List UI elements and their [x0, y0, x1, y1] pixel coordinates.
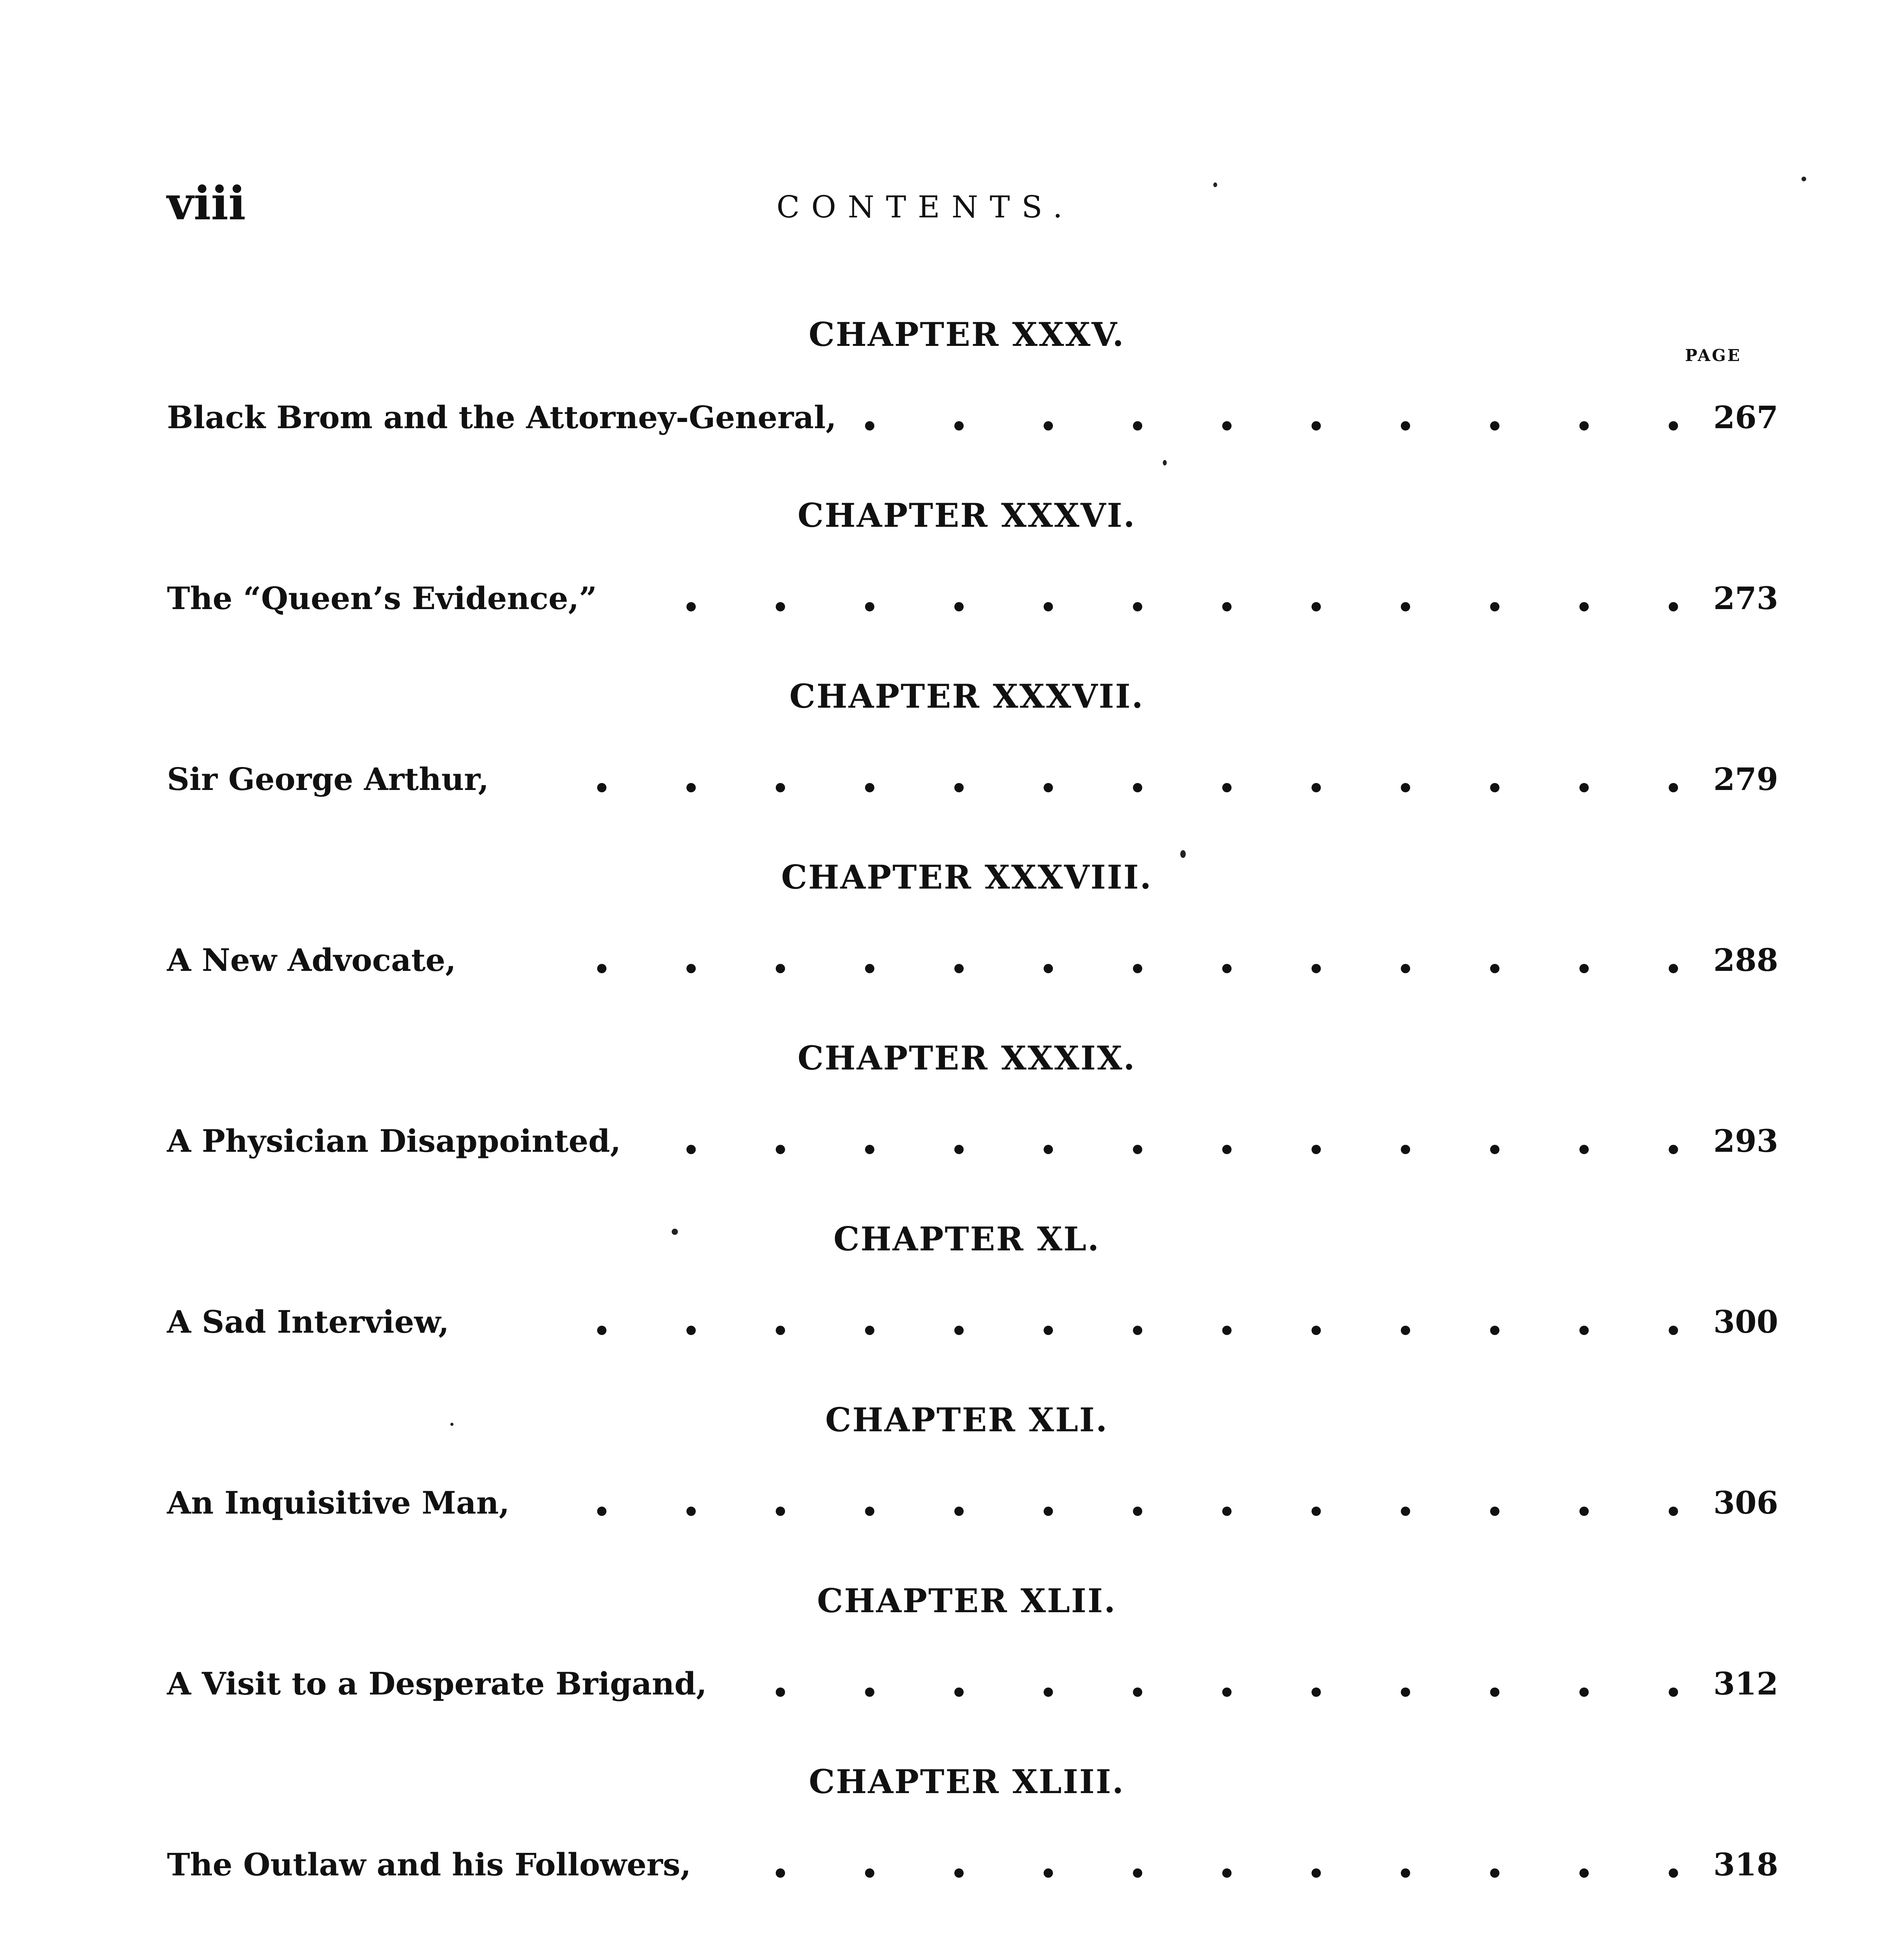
- chapter-heading: CHAPTER XXXV.: [808, 315, 1125, 354]
- leader-dot: [1401, 783, 1410, 792]
- leader-dot: [1044, 1326, 1053, 1335]
- leader-dot: [776, 1145, 785, 1154]
- leader-dot: [1312, 1326, 1321, 1335]
- leader-dot: [1222, 1868, 1232, 1878]
- dot-leaders: [644, 1125, 1703, 1156]
- entry-page-number: 288: [1713, 942, 1778, 978]
- chapter-heading: CHAPTER XXXVII.: [789, 677, 1144, 715]
- leader-dot: [1401, 602, 1410, 611]
- leader-dot: [1133, 421, 1142, 431]
- leader-dot: [1669, 1145, 1678, 1154]
- print-speck: [1180, 850, 1186, 858]
- leader-dot: [1490, 1507, 1499, 1516]
- leader-dot: [1579, 1688, 1589, 1697]
- leader-dot: [597, 783, 606, 792]
- leader-dot: [776, 1868, 785, 1878]
- leader-dot: [1312, 421, 1321, 431]
- leader-dot: [1044, 1688, 1053, 1697]
- leader-dot: [1044, 1868, 1053, 1878]
- leader-dot: [1579, 602, 1589, 611]
- dot-leaders: [620, 583, 1703, 614]
- leader-dot: [1579, 1326, 1589, 1335]
- leader-dot: [1133, 1326, 1142, 1335]
- leader-dot: [954, 783, 964, 792]
- leader-dot: [1222, 1688, 1232, 1697]
- leader-dot: [1133, 1507, 1142, 1516]
- entry-page-number: 300: [1713, 1304, 1778, 1340]
- leader-dot: [1669, 1688, 1678, 1697]
- leader-dot: [1490, 421, 1499, 431]
- dot-leaders: [473, 1306, 1703, 1337]
- leader-dot: [776, 1688, 785, 1697]
- leader-dot: [686, 964, 696, 973]
- leader-dot: [1669, 1326, 1678, 1335]
- print-speck: [1802, 177, 1806, 181]
- leader-dot: [1312, 602, 1321, 611]
- leader-dot: [1490, 783, 1499, 792]
- leader-dot: [1579, 421, 1589, 431]
- entry-title: A Sad Interview,: [167, 1304, 449, 1340]
- print-speck: [450, 1423, 453, 1426]
- leader-dot: [1490, 602, 1499, 611]
- leader-dot: [686, 783, 696, 792]
- dot-leaders: [714, 1849, 1703, 1880]
- leader-dot: [954, 1688, 964, 1697]
- chapter-heading: CHAPTER XLI.: [825, 1401, 1108, 1439]
- leader-dot: [1490, 1868, 1499, 1878]
- leader-dot: [1490, 1326, 1499, 1335]
- leader-dot: [1133, 1688, 1142, 1697]
- leader-dot: [597, 1326, 606, 1335]
- entry-page-number: 267: [1713, 399, 1778, 436]
- leader-dot: [1222, 1326, 1232, 1335]
- dot-leaders: [533, 1487, 1703, 1518]
- leader-dot: [954, 1326, 964, 1335]
- leader-dot: [865, 1507, 874, 1516]
- print-speck: [1163, 460, 1167, 465]
- leader-dot: [1669, 1507, 1678, 1516]
- leader-dot: [1669, 602, 1678, 611]
- chapter-heading: CHAPTER XL.: [833, 1220, 1100, 1258]
- entry-page-number: 293: [1713, 1123, 1778, 1159]
- leader-dot: [1133, 964, 1142, 973]
- entry-page-number: 279: [1713, 761, 1778, 797]
- leader-dot: [1133, 602, 1142, 611]
- leader-dot: [1312, 1688, 1321, 1697]
- leader-dot: [1133, 1145, 1142, 1154]
- leader-dot: [1222, 602, 1232, 611]
- leader-dot: [776, 964, 785, 973]
- leader-dot: [776, 783, 785, 792]
- leader-dot: [1579, 964, 1589, 973]
- leader-dot: [1401, 964, 1410, 973]
- leader-dot: [1579, 1145, 1589, 1154]
- leader-dot: [865, 602, 874, 611]
- entry-title: The “Queen’s Evidence,”: [167, 580, 597, 616]
- leader-dot: [1044, 421, 1053, 431]
- print-speck: [672, 1229, 678, 1235]
- leader-dot: [776, 1326, 785, 1335]
- leader-dot: [597, 964, 606, 973]
- leader-dot: [1401, 1507, 1410, 1516]
- leader-dot: [686, 602, 696, 611]
- leader-dot: [865, 1688, 874, 1697]
- leader-dot: [954, 1868, 964, 1878]
- leader-dot: [1133, 783, 1142, 792]
- leader-dot: [1669, 1868, 1678, 1878]
- leader-dot: [954, 964, 964, 973]
- dot-leaders: [479, 944, 1703, 976]
- chapter-heading: CHAPTER XXXVI.: [797, 496, 1136, 535]
- leader-dot: [1401, 1868, 1410, 1878]
- leader-dot: [1044, 783, 1053, 792]
- leader-dot: [1401, 1326, 1410, 1335]
- leader-dot: [1401, 421, 1410, 431]
- leader-dot: [1044, 1145, 1053, 1154]
- leader-dot: [954, 602, 964, 611]
- leader-dot: [1490, 1145, 1499, 1154]
- chapter-heading: CHAPTER XLIII.: [809, 1762, 1125, 1801]
- leader-dot: [776, 602, 785, 611]
- leader-dot: [1222, 1507, 1232, 1516]
- leader-dot: [1669, 421, 1678, 431]
- leader-dot: [686, 1507, 696, 1516]
- leader-dot: [1401, 1145, 1410, 1154]
- entry-page-number: 273: [1713, 580, 1778, 616]
- entry-title: A Visit to a Desperate Brigand,: [167, 1665, 707, 1702]
- leader-dot: [865, 783, 874, 792]
- leader-dot: [1579, 783, 1589, 792]
- leader-dot: [865, 421, 874, 431]
- entry-title: A New Advocate,: [167, 942, 456, 978]
- leader-dot: [597, 1507, 606, 1516]
- leader-dot: [1312, 1868, 1321, 1878]
- leader-dot: [1312, 964, 1321, 973]
- chapter-heading: CHAPTER XLII.: [817, 1582, 1117, 1620]
- leader-dot: [865, 1145, 874, 1154]
- leader-dot: [1222, 1145, 1232, 1154]
- entry-title: A Physician Disappointed,: [167, 1123, 621, 1159]
- entry-title: An Inquisitive Man,: [167, 1484, 510, 1521]
- leader-dot: [1669, 783, 1678, 792]
- leader-dot: [1133, 1868, 1142, 1878]
- entry-page-number: 306: [1713, 1484, 1778, 1521]
- leader-dot: [1490, 1688, 1499, 1697]
- dot-leaders: [860, 402, 1703, 433]
- page-number-folio: viii: [167, 176, 246, 230]
- leader-dot: [954, 1145, 964, 1154]
- leader-dot: [1579, 1868, 1589, 1878]
- leader-dot: [686, 1145, 696, 1154]
- chapter-heading: CHAPTER XXXVIII.: [781, 858, 1152, 896]
- leader-dot: [776, 1507, 785, 1516]
- leader-dot: [1401, 1688, 1410, 1697]
- leader-dot: [1044, 1507, 1053, 1516]
- leader-dot: [1044, 964, 1053, 973]
- leader-dot: [954, 421, 964, 431]
- leader-dot: [1312, 783, 1321, 792]
- leader-dot: [1312, 1507, 1321, 1516]
- entry-title: Sir George Arthur,: [167, 761, 489, 797]
- leader-dot: [865, 1326, 874, 1335]
- page-column-label: PAGE: [1685, 346, 1741, 365]
- leader-dot: [1222, 964, 1232, 973]
- leader-dot: [865, 964, 874, 973]
- leader-dot: [1312, 1145, 1321, 1154]
- leader-dot: [1579, 1507, 1589, 1516]
- entry-page-number: 318: [1713, 1846, 1778, 1883]
- dot-leaders: [512, 764, 1703, 795]
- leader-dot: [954, 1507, 964, 1516]
- leader-dot: [1490, 964, 1499, 973]
- leader-dot: [1222, 421, 1232, 431]
- leader-dot: [1222, 783, 1232, 792]
- leader-dot: [1044, 602, 1053, 611]
- print-speck: [1213, 182, 1217, 187]
- chapter-heading: CHAPTER XXXIX.: [797, 1039, 1136, 1077]
- running-head: CONTENTS.: [777, 190, 1074, 225]
- entry-title: Black Brom and the Attorney-General,: [167, 399, 837, 436]
- leader-dot: [865, 1868, 874, 1878]
- entry-title: The Outlaw and his Followers,: [167, 1846, 691, 1883]
- dot-leaders: [730, 1668, 1703, 1699]
- leader-dot: [1669, 964, 1678, 973]
- entry-page-number: 312: [1713, 1665, 1778, 1702]
- leader-dot: [686, 1326, 696, 1335]
